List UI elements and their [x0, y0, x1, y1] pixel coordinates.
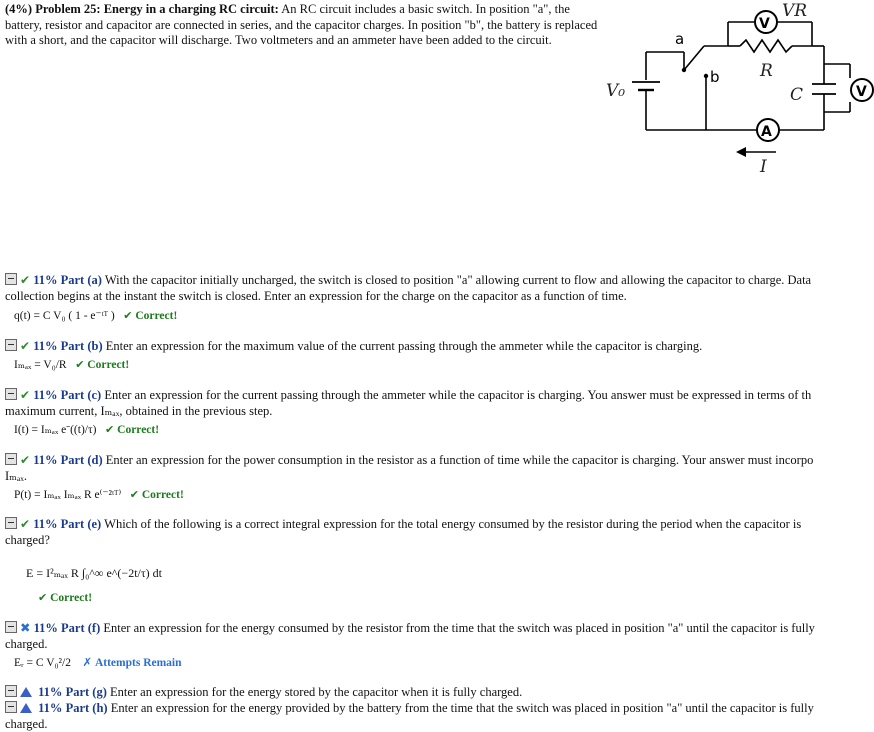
- label-v0: V₀: [606, 81, 626, 101]
- part-percent: 11%: [38, 701, 63, 715]
- part-c: [5, 387, 873, 419]
- part-question-cont: charged.: [5, 637, 48, 651]
- label-vr: VR: [782, 1, 808, 21]
- feedback: Correct!: [50, 592, 93, 604]
- problem-weight: (4%): [5, 2, 33, 16]
- check-icon: ✔: [20, 388, 31, 402]
- feedback-e: [38, 591, 92, 604]
- part-label[interactable]: Part (e): [60, 517, 102, 531]
- part-percent: 11%: [38, 685, 63, 699]
- switch-label-b: b: [710, 68, 720, 86]
- feedback: Correct!: [135, 310, 178, 322]
- feedback: Correct!: [87, 359, 130, 371]
- feedback: Correct!: [141, 489, 184, 501]
- check-icon: ✔: [20, 517, 31, 531]
- part-label[interactable]: Part (b): [60, 339, 103, 353]
- answer-d: [14, 487, 184, 501]
- correct-check-icon: ✔: [105, 423, 115, 436]
- answer-expression: E = I²ₘₐₓ R ∫₀^∞ e^(−2t/τ) dt: [26, 566, 163, 580]
- correct-check-icon: ✔: [123, 309, 133, 322]
- part-a: [5, 272, 873, 304]
- circuit-diagram: [600, 0, 874, 180]
- collapse-icon[interactable]: [5, 701, 17, 713]
- collapse-icon[interactable]: [5, 339, 17, 351]
- part-label[interactable]: Part (g): [65, 685, 107, 699]
- part-percent: 11%: [33, 453, 58, 467]
- part-percent: 11%: [33, 517, 58, 531]
- part-question: Which of the following is a correct integral expression for the total energy consumed by the resistor during the period when the capacitor is: [104, 517, 802, 531]
- part-question-cont: charged?: [5, 533, 50, 547]
- part-label[interactable]: Part (d): [60, 453, 103, 467]
- answer-c: [14, 422, 159, 436]
- collapse-icon[interactable]: [5, 273, 17, 285]
- part-percent: 11%: [33, 388, 58, 402]
- attempt-x-icon: ✖: [20, 620, 31, 635]
- part-question: With the capacitor initially uncharged, the switch is closed to position "a" allowing current to flow and allowing the capacitor to charge. Data: [104, 273, 812, 287]
- label-c: C: [790, 85, 804, 105]
- part-question: Enter an expression for the energy provided by the battery from the time that the switch was placed in position "a" until the capacitor is fully: [110, 701, 814, 715]
- check-icon: ✔: [20, 273, 31, 287]
- problem-number: Problem 25:: [35, 2, 101, 16]
- voltmeter-symbol-r: V: [759, 16, 770, 32]
- answer-b: [14, 357, 129, 371]
- answer-expression: q(t) = C V₀ ( 1 - e⁻ᵗᵀ ): [14, 310, 115, 322]
- part-question: Enter an expression for the power consumption in the resistor as a function of time while the capacitor is charging. Your answer must incorpo: [105, 453, 814, 467]
- part-d: [5, 452, 873, 484]
- answer-expression: Iₘₐₓ = V₀/R: [14, 359, 67, 371]
- part-b: [5, 338, 873, 354]
- part-question: Enter an expression for the maximum value of the current passing through the ammeter while the capacitor is charging.: [105, 339, 703, 353]
- answer-e: [26, 566, 162, 581]
- part-percent: 11%: [33, 339, 58, 353]
- part-label[interactable]: Part (h): [65, 701, 108, 715]
- part-g: [5, 684, 873, 700]
- check-icon: ✔: [20, 339, 31, 353]
- answer-expression: P(t) = Iₘₐₓ Iₘₐₓ R e⁽⁻²ᵗᵀ⁾: [14, 489, 122, 501]
- ammeter-symbol: A: [761, 124, 772, 140]
- collapse-icon[interactable]: [5, 388, 17, 400]
- part-label[interactable]: Part (a): [60, 273, 102, 287]
- check-icon: ✔: [20, 453, 31, 467]
- part-f: [5, 620, 873, 652]
- collapse-icon[interactable]: [5, 517, 17, 529]
- label-r: R: [760, 61, 773, 81]
- part-question-cont: maximum current, Iₘₐₓ, obtained in the previous step.: [5, 404, 273, 418]
- part-e: [5, 516, 873, 548]
- collapse-icon[interactable]: [5, 621, 17, 633]
- problem-text: An RC circuit includes a basic switch. In position "a", the battery, resistor and capacitor are connected in series, and the capacitor charges. In position "b", the battery is replaced with a short, and the capacitor will discharge. Two voltmeters and an ammeter have been added to the circuit.: [5, 2, 598, 47]
- part-question-cont: collection begins at the instant the switch is closed. Enter an expression for the charge on the capacitor as a function of time.: [5, 289, 627, 303]
- part-question: Enter an expression for the energy stored by the capacitor when it is fully charged.: [109, 685, 523, 699]
- part-label[interactable]: Part (f): [61, 621, 101, 635]
- correct-check-icon: ✔: [38, 591, 48, 604]
- part-label[interactable]: Part (c): [60, 388, 102, 402]
- label-i: I: [760, 157, 767, 177]
- answer-f: [14, 655, 182, 669]
- part-h: [5, 700, 873, 732]
- part-question-cont: Iₘₐₓ.: [5, 469, 27, 483]
- warning-icon: [20, 703, 32, 713]
- feedback: Attempts Remain: [94, 657, 182, 669]
- warning-icon: [20, 687, 32, 697]
- correct-check-icon: ✔: [75, 358, 85, 371]
- answer-expression: Eᵣ = C V₀²/2: [14, 657, 71, 669]
- problem-statement: [5, 2, 600, 49]
- answer-a: [14, 308, 177, 322]
- part-question: Enter an expression for the current passing through the ammeter while the capacitor is charging. You answer must be expressed in terms of th: [104, 388, 812, 402]
- collapse-icon[interactable]: [5, 453, 17, 465]
- part-percent: 11%: [33, 621, 58, 635]
- feedback: Correct!: [117, 424, 160, 436]
- voltmeter-symbol-c: V: [856, 84, 867, 100]
- collapse-icon[interactable]: [5, 685, 17, 697]
- part-question-cont: charged.: [5, 717, 48, 731]
- answer-expression: I(t) = Iₘₐₓ eˉ((t)/τ): [14, 424, 97, 436]
- part-question: Enter an expression for the energy consumed by the resistor from the time that the switch was placed in position "a" until the capacitor is fully: [103, 621, 815, 635]
- part-percent: 11%: [33, 273, 58, 287]
- attempts-x-icon: ✗: [82, 655, 93, 669]
- problem-title: Energy in a charging RC circuit:: [103, 2, 279, 16]
- correct-check-icon: ✔: [129, 488, 139, 501]
- switch-label-a: a: [675, 30, 685, 48]
